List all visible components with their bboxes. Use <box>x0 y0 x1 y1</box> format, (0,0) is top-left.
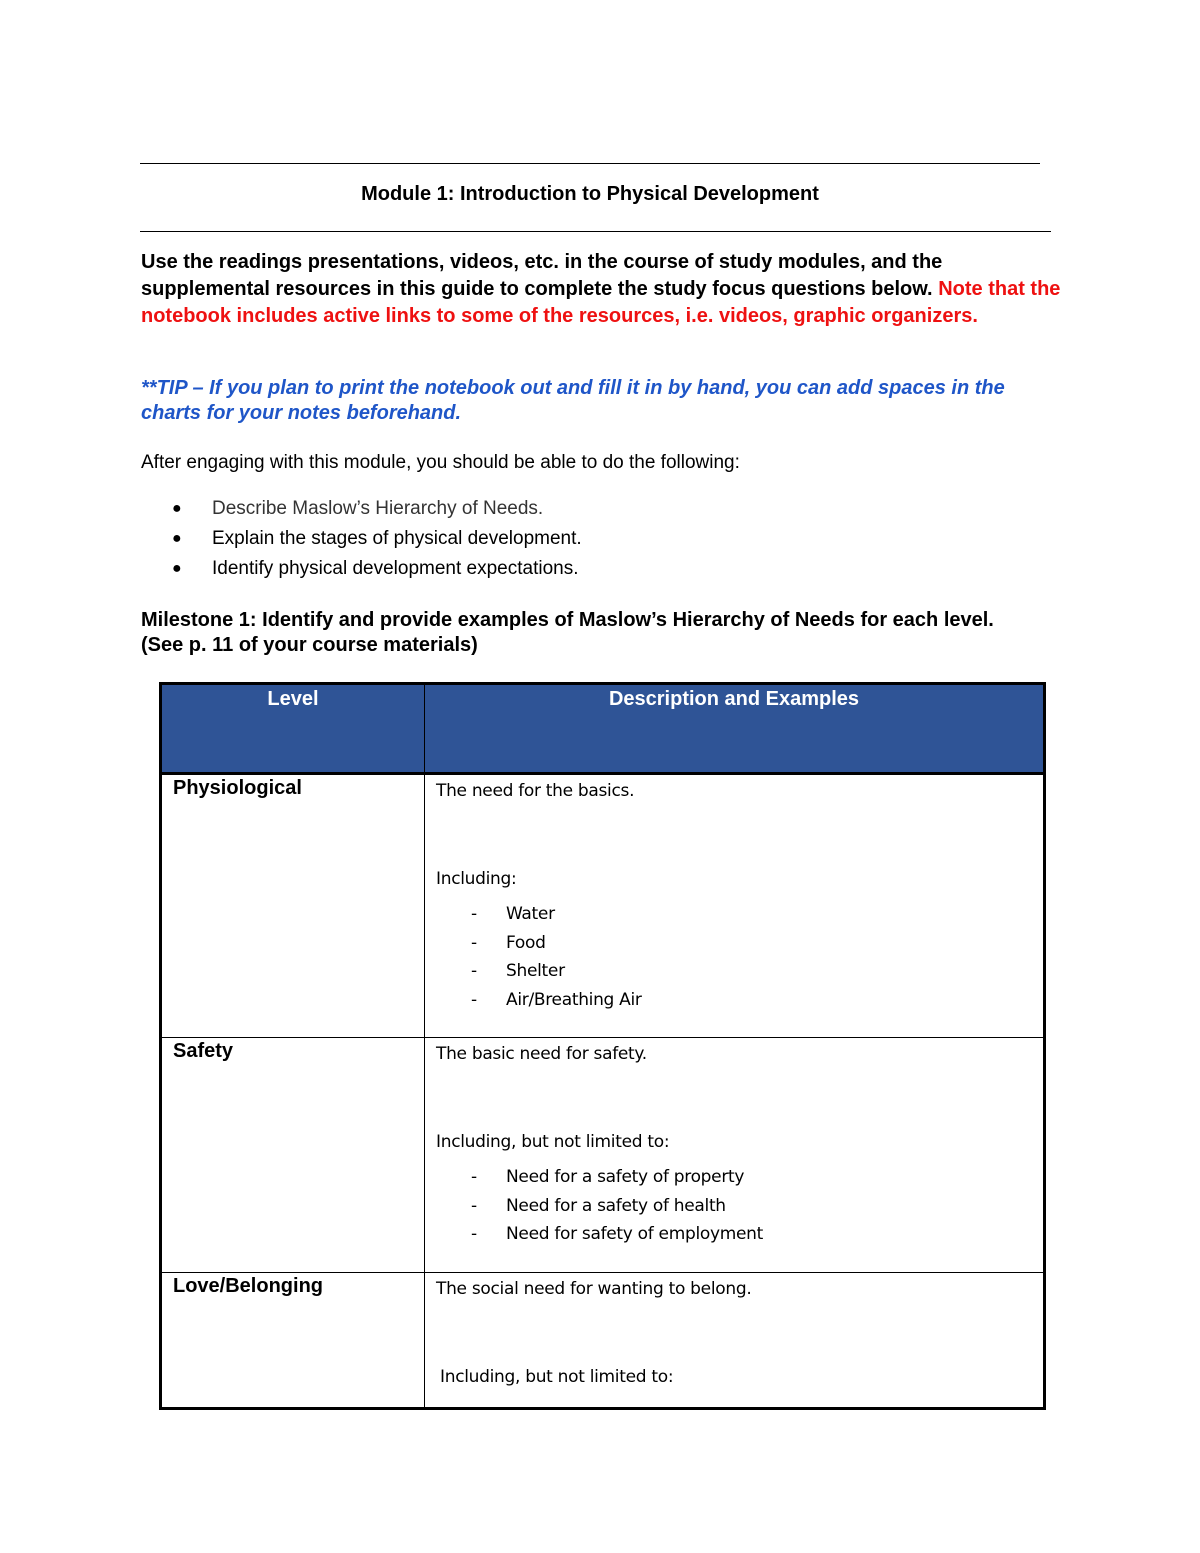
example-text: Need for safety of employment <box>506 1224 764 1244</box>
page-title: Module 1: Introduction to Physical Development <box>361 183 819 205</box>
description-cell <box>425 774 1045 1038</box>
example-item <box>436 957 1043 986</box>
example-text: Shelter <box>506 961 565 981</box>
example-item <box>436 929 1043 958</box>
bullet-icon: ● <box>172 500 182 517</box>
example-item <box>436 986 1043 1015</box>
table-row <box>161 1038 1045 1273</box>
objective-text: Identify physical development expectations. <box>212 558 579 579</box>
dash-icon: - <box>471 1224 477 1244</box>
example-list <box>436 900 1043 1014</box>
bullet-icon: ● <box>172 560 182 577</box>
level-cell: Physiological <box>161 774 425 1038</box>
dash-icon: - <box>471 989 477 1010</box>
example-text: Need for a safety of health <box>506 1195 726 1216</box>
header-level: Level <box>161 684 425 774</box>
example-list <box>436 1163 1043 1249</box>
objectives-intro: After engaging with this module, you should be able to do the following: <box>141 452 740 473</box>
example-item <box>436 900 1043 929</box>
including-label: Including, but not limited to: <box>436 1132 670 1152</box>
example-item <box>436 1220 1043 1249</box>
example-item <box>436 1192 1043 1221</box>
example-text: Water <box>506 904 555 924</box>
including-label: Including: <box>436 869 517 889</box>
dash-icon: - <box>471 932 477 953</box>
dash-icon: - <box>471 1167 477 1187</box>
objectives-list <box>172 494 582 584</box>
dash-icon: - <box>471 904 477 924</box>
objective-item <box>172 494 582 524</box>
intro-note: Note that the notebook includes active links to some of the resources, i.e. videos, graphic organizers. <box>141 278 1061 327</box>
description-cell <box>425 1273 1045 1409</box>
example-item <box>436 1163 1043 1192</box>
bottom-divider <box>140 231 1051 232</box>
description-summary: The need for the basics. <box>436 781 635 801</box>
description-summary: The social need for wanting to belong. <box>436 1279 752 1299</box>
needs-table <box>159 682 1046 1410</box>
objective-item <box>172 554 582 584</box>
objective-text: Explain the stages of physical development. <box>212 528 582 549</box>
level-cell: Safety <box>161 1038 425 1273</box>
level-cell: Love/Belonging <box>161 1273 425 1409</box>
objective-text: Describe Maslow’s Hierarchy of Needs. <box>212 498 544 519</box>
intro-text: Use the readings presentations, videos, etc. in the course of study modules, and the supplemental resources in this guide to complete the study focus questions below. <box>141 251 943 300</box>
table-row <box>161 1273 1045 1409</box>
example-text: Need for a safety of property <box>506 1167 745 1187</box>
dash-icon: - <box>471 1195 477 1216</box>
header-description: Description and Examples <box>425 684 1045 774</box>
table-row <box>161 774 1045 1038</box>
intro-paragraph <box>141 249 1071 330</box>
top-divider <box>140 163 1040 164</box>
description-cell <box>425 1038 1045 1273</box>
including-label: Including, but not limited to: <box>440 1367 674 1387</box>
objective-item <box>172 524 582 554</box>
milestone-heading: Milestone 1: Identify and provide examples of Maslow’s Hierarchy of Needs for each level. (See p. 11 of your course materials) <box>141 609 994 656</box>
dash-icon: - <box>471 961 477 981</box>
table-header-row <box>161 684 1045 774</box>
example-text: Air/Breathing Air <box>506 989 642 1010</box>
bullet-icon: ● <box>172 530 182 547</box>
tip-text: **TIP – If you plan to print the notebook out and fill it in by hand, you can add spaces in the charts for your notes beforehand. <box>141 377 1005 424</box>
example-text: Food <box>506 932 546 953</box>
description-summary: The basic need for safety. <box>436 1044 647 1064</box>
